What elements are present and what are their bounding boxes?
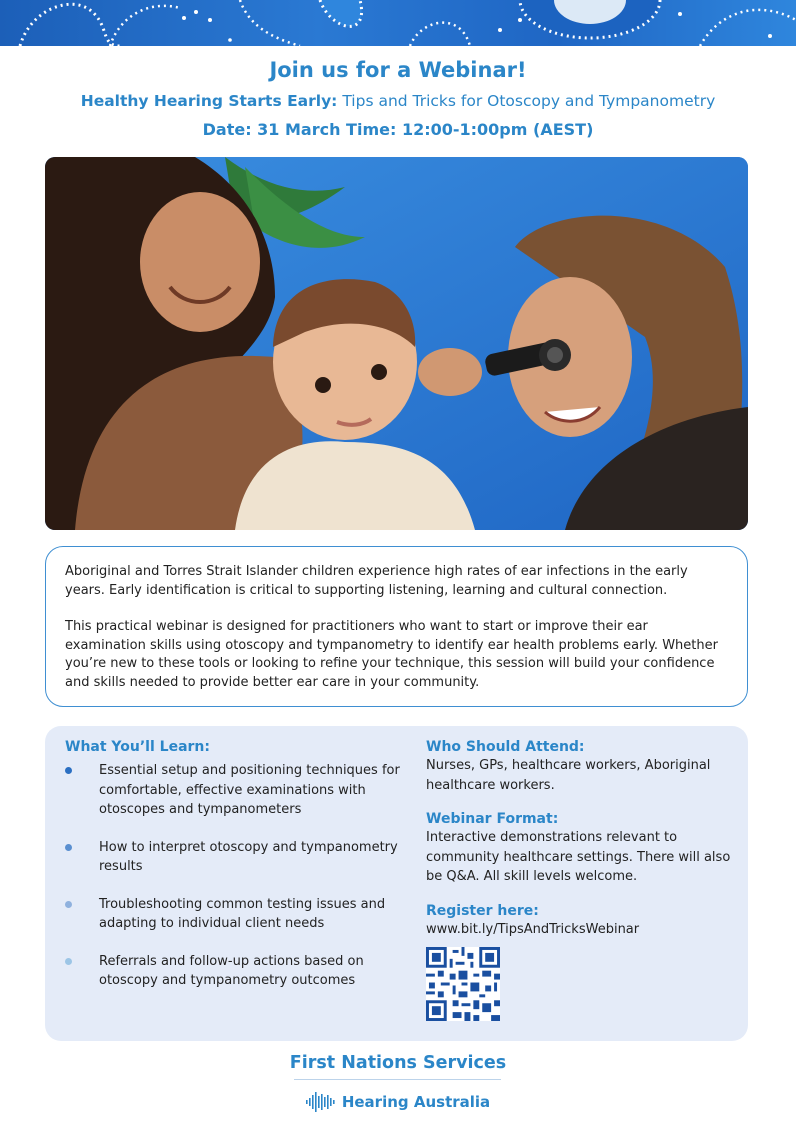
hero-photo (45, 157, 748, 530)
list-item (65, 838, 405, 877)
info-column (426, 738, 741, 1025)
learn-column (65, 738, 405, 1009)
brand-name: Hearing Australia (341, 1093, 491, 1111)
details-panel (45, 726, 748, 1041)
attend-heading: Who Should Attend: (426, 739, 585, 755)
top-banner-artwork (0, 0, 796, 46)
list-item (65, 761, 405, 820)
intro-paragraph-2: This practical webinar is designed for practitioners who want to start or improve their ear examination skills using otoscopy and tympanometry to identify ear health problems early. Whether you’re new to these tools or looking to refine your technique, this session will build your confidence and skills needed to provide better ear care in your community. (65, 619, 718, 690)
format-text: Interactive demonstrations relevant to community healthcare settings. There will also be Q&A. All skill levels welcome. (426, 830, 731, 884)
bullet-dot-icon (65, 901, 72, 908)
bullet-dot-icon (65, 958, 72, 965)
learn-item-2: How to interpret otoscopy and tympanometry results (99, 839, 398, 874)
soundwave-icon (306, 1092, 336, 1112)
page-title: Join us for a Webinar! (269, 58, 527, 82)
attend-text: Nurses, GPs, healthcare workers, Aboriginal healthcare workers. (426, 758, 711, 793)
bullet-dot-icon (65, 767, 72, 774)
learn-heading: What You’ll Learn: (65, 739, 210, 755)
subtitle-bold: Healthy Hearing Starts Early: (80, 92, 338, 110)
learn-item-3: Troubleshooting common testing issues and adapting to individual client needs (99, 896, 386, 931)
bullet-dot-icon (65, 844, 72, 851)
hearing-australia-logo (0, 1092, 796, 1116)
date-time: Date: 31 March Time: 12:00-1:00pm (AEST) (202, 120, 594, 139)
qr-code-icon[interactable] (426, 947, 500, 1021)
learn-item-1: Essential setup and positioning techniques for comfortable, effective examinations with otoscopes and tympanometers (99, 763, 400, 817)
list-item (65, 895, 405, 934)
format-heading: Webinar Format: (426, 811, 559, 827)
intro-box (45, 546, 748, 707)
intro-paragraph-1: Aboriginal and Torres Strait Islander children experience high rates of ear infections in the early years. Early identification is critical to supporting listening, learning and cultural connection. (65, 564, 688, 598)
register-heading: Register here: (426, 902, 539, 919)
subtitle-rest: Tips and Tricks for Otoscopy and Tympanometry (337, 92, 716, 110)
learn-item-4: Referrals and follow-up actions based on otoscopy and tympanometry outcomes (99, 953, 364, 988)
footer-divider (294, 1079, 501, 1080)
list-item (65, 952, 405, 991)
footer-org-name: First Nations Services (289, 1053, 507, 1073)
learn-list (65, 761, 405, 991)
webinar-subtitle (0, 92, 796, 110)
register-link[interactable]: www.bit.ly/TipsAndTricksWebinar (426, 921, 640, 937)
